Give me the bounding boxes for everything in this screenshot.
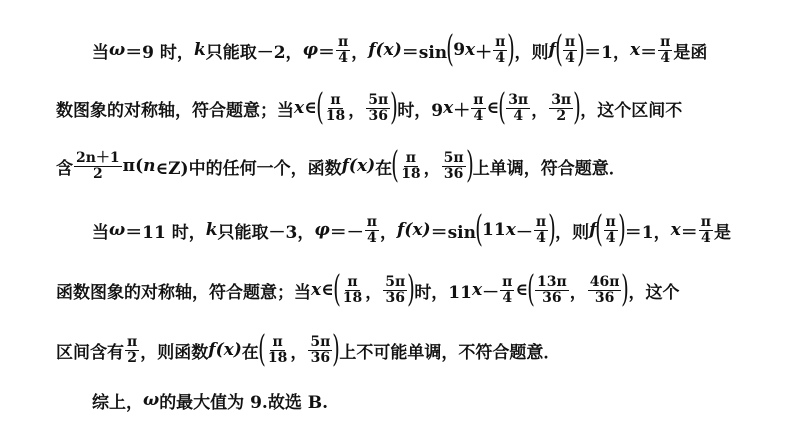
denominator: 36 (542, 289, 562, 306)
fraction (365, 215, 379, 245)
text: ＝1， (584, 42, 630, 63)
text: ∈ (486, 98, 500, 118)
fraction (549, 93, 573, 123)
text: ＋ (475, 42, 493, 63)
math-expr: f(x) (368, 40, 402, 60)
fraction (563, 35, 577, 65)
denominator: 18 (342, 289, 363, 306)
math-var: x (465, 40, 476, 60)
numerator: 46π (589, 273, 620, 290)
numerator: π (564, 33, 576, 50)
denominator: 18 (401, 165, 421, 182)
text: － (482, 282, 500, 303)
text: ，这个 (628, 282, 680, 303)
left-paren: ( (475, 209, 483, 250)
right-paren: ) (621, 269, 630, 310)
fraction (534, 215, 548, 245)
fraction (493, 35, 507, 65)
right-paren: ) (507, 29, 516, 70)
fraction (366, 93, 390, 123)
fraction (308, 335, 332, 365)
text: 上单调，符合题意． (472, 158, 626, 179)
right-paren: ) (332, 329, 341, 370)
denominator: 4 (565, 49, 575, 66)
math-var: φ (302, 40, 318, 60)
text: ，这个区间不 (580, 100, 683, 121)
text: ，则函数 (140, 342, 209, 363)
text: ∈ (304, 98, 317, 118)
denominator: 36 (594, 289, 615, 306)
left-paren: ( (391, 145, 400, 186)
math-var: k (205, 220, 218, 240)
numerator: π (605, 213, 616, 230)
fraction (341, 275, 364, 305)
paragraph-line-3 (56, 146, 754, 186)
text: ， (569, 282, 587, 303)
numerator: π (337, 33, 349, 50)
right-paren: ) (465, 145, 474, 186)
denominator: 4 (495, 49, 506, 66)
text: ＝－ (329, 222, 364, 243)
numerator: 3π (508, 91, 529, 108)
text: ＝9 时， (125, 42, 194, 63)
math-var: ω (143, 390, 160, 410)
denominator: 36 (368, 107, 388, 124)
numerator: 5π (368, 91, 389, 108)
text: 在 (375, 158, 393, 179)
math-var: ω (109, 40, 126, 60)
denominator: 4 (502, 289, 513, 306)
text: ＋ (453, 100, 471, 121)
text: 上不可能单调，不符合题意． (339, 342, 561, 363)
numerator: π (535, 213, 547, 230)
right-paren: ) (407, 269, 416, 310)
math-var: x (471, 280, 483, 300)
fraction (336, 35, 350, 65)
denominator: 4 (367, 229, 377, 246)
left-paren: ( (527, 269, 535, 310)
fraction (399, 151, 422, 181)
math-var: ω (109, 220, 126, 240)
left-paren: ( (595, 209, 604, 250)
numerator: 5π (385, 273, 406, 290)
numerator: π (502, 273, 513, 290)
text: 当 (92, 42, 109, 63)
numerator: π (127, 333, 138, 350)
text: 含 (56, 158, 73, 179)
text: ∈Z)中的任何一个，函数 (155, 158, 342, 179)
paragraph-line-1 (92, 30, 754, 70)
text: ， (423, 158, 441, 179)
text: ∈ (515, 280, 528, 300)
denominator: 4 (473, 107, 484, 124)
text: 的最大值为 9.故选 B. (159, 392, 329, 413)
text: ＝ (680, 222, 698, 243)
text: ， (531, 100, 549, 121)
math-var: x (670, 220, 681, 240)
numerator: 2n＋1 (76, 149, 120, 166)
text: 数图象的对称轴，符合题意；当 (56, 100, 294, 121)
fraction (125, 335, 139, 365)
numerator: 5π (310, 333, 331, 350)
fraction (266, 335, 289, 365)
text: 区间含有 (56, 342, 124, 363)
right-paren: ) (390, 87, 399, 128)
numerator: π (495, 33, 506, 50)
text: 在 (241, 342, 259, 363)
paragraph-line-6 (56, 330, 754, 370)
right-paren: ) (577, 29, 585, 70)
text: ， (380, 222, 398, 243)
text: 11 (482, 220, 506, 240)
text: ， (351, 42, 369, 63)
text: ＝ (640, 42, 658, 63)
right-paren: ) (548, 209, 556, 250)
math-var: φ (314, 220, 330, 240)
denominator: 2 (556, 107, 567, 124)
right-paren: ) (573, 87, 582, 128)
denominator: 4 (605, 229, 616, 246)
denominator: 4 (338, 49, 348, 66)
text: π( (122, 156, 144, 176)
text: 时，11 (414, 282, 472, 303)
fraction (604, 215, 618, 245)
text: ，则 (514, 42, 549, 63)
text: 综上， (92, 392, 143, 413)
math-var: x (311, 280, 322, 300)
denominator: 2 (127, 349, 137, 366)
denominator: 18 (325, 107, 346, 124)
text: 是函 (673, 42, 708, 63)
fraction (506, 93, 530, 123)
text: ＝11 时， (125, 222, 206, 243)
left-paren: ( (554, 29, 563, 70)
math-var: k (193, 40, 206, 60)
text: ＝sin (430, 222, 476, 243)
text: 9 (453, 40, 466, 60)
text: ＝sin (401, 42, 448, 63)
numerator: π (347, 273, 358, 290)
denominator: 18 (267, 349, 288, 366)
paragraph-line-2 (56, 88, 754, 128)
numerator: π (473, 91, 484, 108)
paragraph-line-7 (92, 380, 754, 420)
denominator: 2 (92, 165, 103, 182)
math-var: x (505, 220, 516, 240)
numerator: π (660, 33, 671, 50)
denominator: 4 (660, 49, 671, 66)
numerator: 5π (443, 149, 464, 166)
denominator: 4 (513, 107, 524, 124)
text: 只能取－2， (205, 42, 303, 63)
math-var: x (629, 40, 641, 60)
text: ， (290, 342, 308, 363)
text: ＝1， (624, 222, 671, 243)
text: ，则 (555, 222, 590, 243)
left-paren: ( (332, 269, 341, 310)
numerator: π (405, 149, 417, 166)
fraction (324, 93, 347, 123)
numerator: π (272, 333, 283, 350)
denominator: 36 (310, 349, 331, 366)
math-var: x (294, 98, 305, 118)
text: 时，9 (397, 100, 444, 121)
math-expr: f(x) (341, 156, 376, 176)
numerator: 3π (551, 91, 572, 108)
fraction (535, 275, 569, 305)
text: 是 (714, 222, 732, 243)
text: ∈ (321, 280, 334, 300)
text: 只能取－3， (217, 222, 315, 243)
fraction (588, 275, 622, 305)
numerator: π (366, 213, 378, 230)
numerator: π (700, 213, 712, 230)
denominator: 36 (385, 289, 405, 306)
math-var: f (548, 40, 556, 60)
numerator: 13π (537, 273, 567, 290)
left-paren: ( (315, 87, 324, 128)
denominator: 4 (701, 229, 711, 246)
text: 当 (92, 222, 109, 243)
denominator: 4 (536, 229, 546, 246)
text: 函数图象的对称轴，符合题意；当 (56, 282, 311, 303)
fraction (383, 275, 407, 305)
left-paren: ( (446, 29, 455, 70)
denominator: 36 (443, 165, 464, 182)
math-var: x (443, 98, 454, 118)
fraction (699, 215, 713, 245)
text: ＝ (317, 42, 335, 63)
math-expr: f(x) (208, 340, 242, 360)
text: － (515, 222, 533, 243)
math-expr: f(x) (397, 220, 431, 240)
text: ， (365, 282, 383, 303)
left-paren: ( (257, 329, 266, 370)
right-paren: ) (617, 209, 626, 250)
numerator: π (330, 91, 341, 108)
math-var: f (589, 220, 597, 240)
fraction (500, 275, 514, 305)
fraction (442, 151, 466, 181)
paragraph-line-4 (92, 210, 754, 250)
fraction (74, 151, 122, 181)
math-var: n (143, 156, 156, 176)
paragraph-line-5 (56, 270, 754, 310)
fraction (658, 35, 672, 65)
left-paren: ( (498, 87, 507, 128)
fraction (471, 93, 485, 123)
text: ， (348, 100, 366, 121)
